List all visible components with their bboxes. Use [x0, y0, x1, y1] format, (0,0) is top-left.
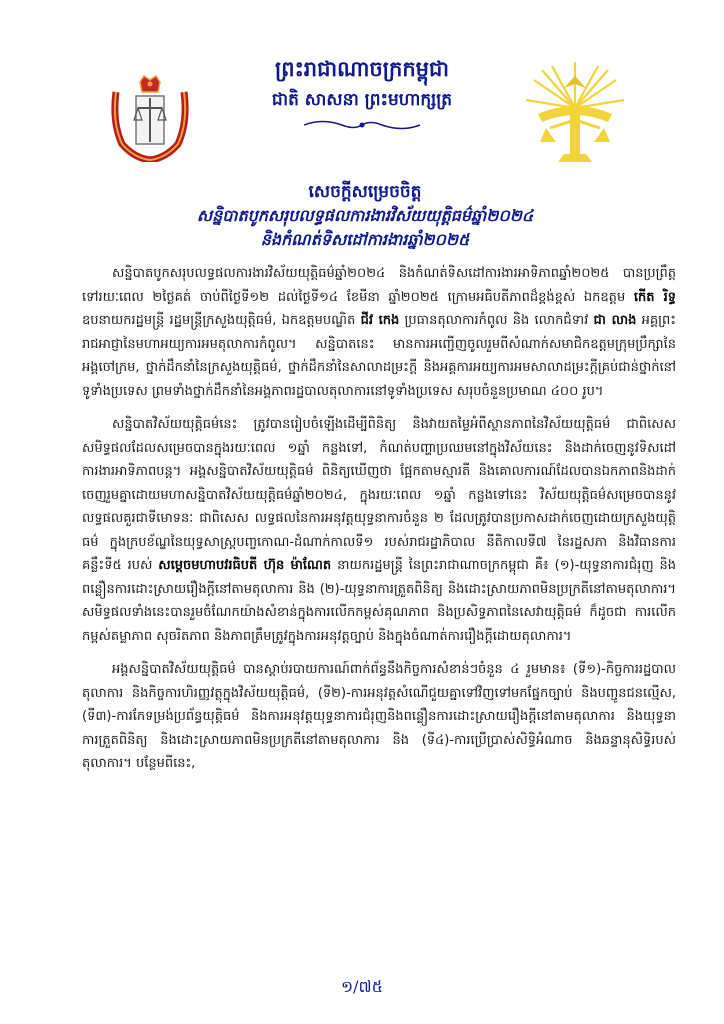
- official-name: កើត រិទ្ធ: [633, 289, 676, 305]
- paragraph-text: សន្និបាតវិស័យយុត្តិធម៌នេះ ត្រូវបានរៀបចំឡើងដើម្បីពិនិត្យ និងវាយតម្លៃអំពីស្ថានភាពនៃវិស័យយុត្តិធម៌ ជាពិសេស សមិទ្ធផលដែលសម្រេចបានក្នុងរយៈពេល ១ឆ្នាំ កន្លងទៅ, កំណត់បញ្ហាប្រឈមនៅក្នុងវិស័យនេះ និងដាក់ចេញនូវទិសដៅការងារអាទិភាពបន្ត។ អង្គសន្និបាតវិស័យយុត្តិធម៌ ពិនិត្យឃើញថា ផ្អែកតាមស្មារតី និងគោលការណ៍ដែលបានឯកភាពនិងដាក់ចេញរួមគ្នាដោយមហាសន្និបាតវិស័យយុត្តិធម៌ឆ្នាំ២០២៤, ក្នុងរយៈពេល ១ឆ្នាំ កន្លងទៅនេះ វិស័យយុត្តិធម៌សម្រេចបាននូវលទ្ធផលគួរជាទីមោទនៈ ជាពិសេស លទ្ធផលនៃការអនុវត្តយុទ្ធនាការចំនួន ២ ដែលត្រូវបានប្រកាសដាក់ចេញដោយក្រសួងយុត្តិធម៌ ក្នុងក្របខ័ណ្ឌនៃយុទ្ធសាស្ត្របញ្ចកោណ-ដំណាក់កាលទី១ របស់រាជរដ្ឋាភិបាល នីតិកាលទី៧ នៃរដ្ឋសភា និងវិធានការគន្លឹះទី៥ របស់: [82, 417, 676, 573]
- official-name: ជីវ កេង: [360, 313, 400, 328]
- document-title-block: [60, 180, 670, 252]
- paragraph-text: សន្និបាតបូកសរុបលទ្ធផលការងារវិស័យយុត្តិធម៌ឆ្នាំ២០២៤ និងកំណត់ទិសដៅការងារអាទិភាពឆ្នាំ២០២៥ បានប្រព្រឹត្តទៅរយៈពេល ២ថ្ងៃគត់ ចាប់ពីថ្ងៃទី១២ ដល់ថ្ងៃទី១៤ ខែមីនា ឆ្នាំ២០២៥ ក្រោមអធិបតីភាពដ៏ខ្ពង់ខ្ពស់ ឯកឧត្តម: [82, 266, 676, 305]
- paragraph-text: អគ្គព្រះរាជអាជ្ញានៃមហាអយ្យការអមតុលាការកំពូល។ សន្និបាតនេះ មានការអញ្ជើញចូលរួមពីសំណាក់សមាជិកឧត្តមក្រុមប្រឹក្សានៃអង្គចៅក្រម, ថ្នាក់ដឹកនាំនៃក្រសួងយុត្តិធម៌, ថ្នាក់ដឹកនាំនៃសាលាដម្រះក្តី និងអគ្គការអយ្យការអមសាលាដម្រះក្តីគ្រប់ជាន់ថ្នាក់នៅទូទាំងប្រទេស ព្រមទាំងថ្នាក់ដឹកនាំនៃអង្គភាពរដ្ឋបាលតុលាការនៅទូទាំងប្រទេស សរុបចំនួនប្រមាណ ៤០០ រូប។: [82, 313, 676, 399]
- official-name: សម្តេចមហាបវរធិបតី ហ៊ុន ម៉ាណែត: [158, 558, 332, 573]
- ministry-emblem-icon: [108, 72, 192, 162]
- official-name: ជា លាង: [593, 313, 637, 328]
- decision-title: សេចក្តីសម្រេចចិត្ត: [308, 182, 422, 202]
- divider-ornament-icon: [302, 118, 422, 132]
- conference-subtitle: និងកំណត់ទិសដៅការងារឆ្នាំ២០២៥: [260, 230, 470, 249]
- body-paragraph-1: [82, 262, 676, 403]
- national-motto: ជាតិ សាសនា ព្រះមហាក្សត្រ: [271, 90, 453, 110]
- body-paragraph-3: [82, 658, 676, 776]
- kingdom-title: ព្រះរាជាណាចក្រកម្ពុជា: [274, 56, 449, 81]
- court-emblem-icon: [520, 58, 630, 168]
- conference-title: សន្និបាតបូកសរុបលទ្ធផលការងារវិស័យយុត្តិធម៌ឆ្នាំ២០២៤: [196, 206, 534, 225]
- document-header: [200, 56, 524, 132]
- paragraph-text: ប្រធានតុលាការកំពូល និង លោកជំទាវ: [399, 313, 594, 328]
- body-paragraph-2: [82, 413, 676, 648]
- page-number: ១/៧៥: [341, 977, 383, 996]
- document-body: [82, 262, 676, 786]
- paragraph-text: ឧបនាយករដ្ឋមន្ត្រី រដ្ឋមន្ត្រីក្រសួងយុត្តិធម៌, ឯកឧត្តមបណ្ឌិត: [82, 313, 361, 328]
- paragraph-text: អង្គសន្និបាតវិស័យយុត្តិធម៌ បានស្តាប់របាយការណ៍ពាក់ព័ន្ធនឹងកិច្ចការសំខាន់ៗចំនួន ៤ រួមមាន៖ (ទី១)-កិច្ចការរដ្ឋបាលតុលាការ និងកិច្ចការហិរញ្ញវត្ថុក្នុងវិស័យយុត្តិធម៌, (ទី២)-ការអនុវត្តសំណើជួយគ្នាទៅវិញទៅមកផ្នែកច្បាប់ និងបញ្ជូនជនល្មើស, (ទី៣)-ការកែទម្រង់ប្រព័ន្ធយុត្តិធម៌ និងការអនុវត្តយុទ្ធនាការជំរុញនិងពន្លឿនការដោះស្រាយរឿងក្តីនៅតាមតុលាការ និងយុទ្ធនាការត្រួតពិនិត្យ និងដោះស្រាយភាពមិនប្រក្រតីនៅតាមតុលាការ និង (ទី៤)-ការប្រើប្រាស់សិទ្ធិអំណាច និងឆន្ទានុសិទ្ធិរបស់តុលាការ។ បន្ថែមពីនេះ,: [82, 662, 676, 771]
- paragraph-text: នាយករដ្ឋមន្ត្រី នៃព្រះរាជាណាចក្រកម្ពុជា គឺ៖ (១)-យុទ្ធនាការជំរុញ និងពន្លឿនការដោះស្រាយរឿងក្តីនៅតាមតុលាការ និង (២)-យុទ្ធនាការត្រួតពិនិត្យ និងដោះស្រាយភាពមិនប្រក្រតីនៅតាមតុលាការ។ សមិទ្ធផលទាំងនេះបានរួមចំណែកយ៉ាងសំខាន់ក្នុងការលើកកម្ពស់គុណភាព និងប្រសិទ្ធភាពនៃសេវាយុត្តិធម៌ ក៏ដូចជា ការលើកកម្ពស់តម្លាភាព សុចរិតភាព និងភាពត្រឹមត្រូវក្នុងការអនុវត្តច្បាប់ និងក្នុងចំណាត់ការរឿងក្តីដោយតុលាការ។: [82, 558, 676, 644]
